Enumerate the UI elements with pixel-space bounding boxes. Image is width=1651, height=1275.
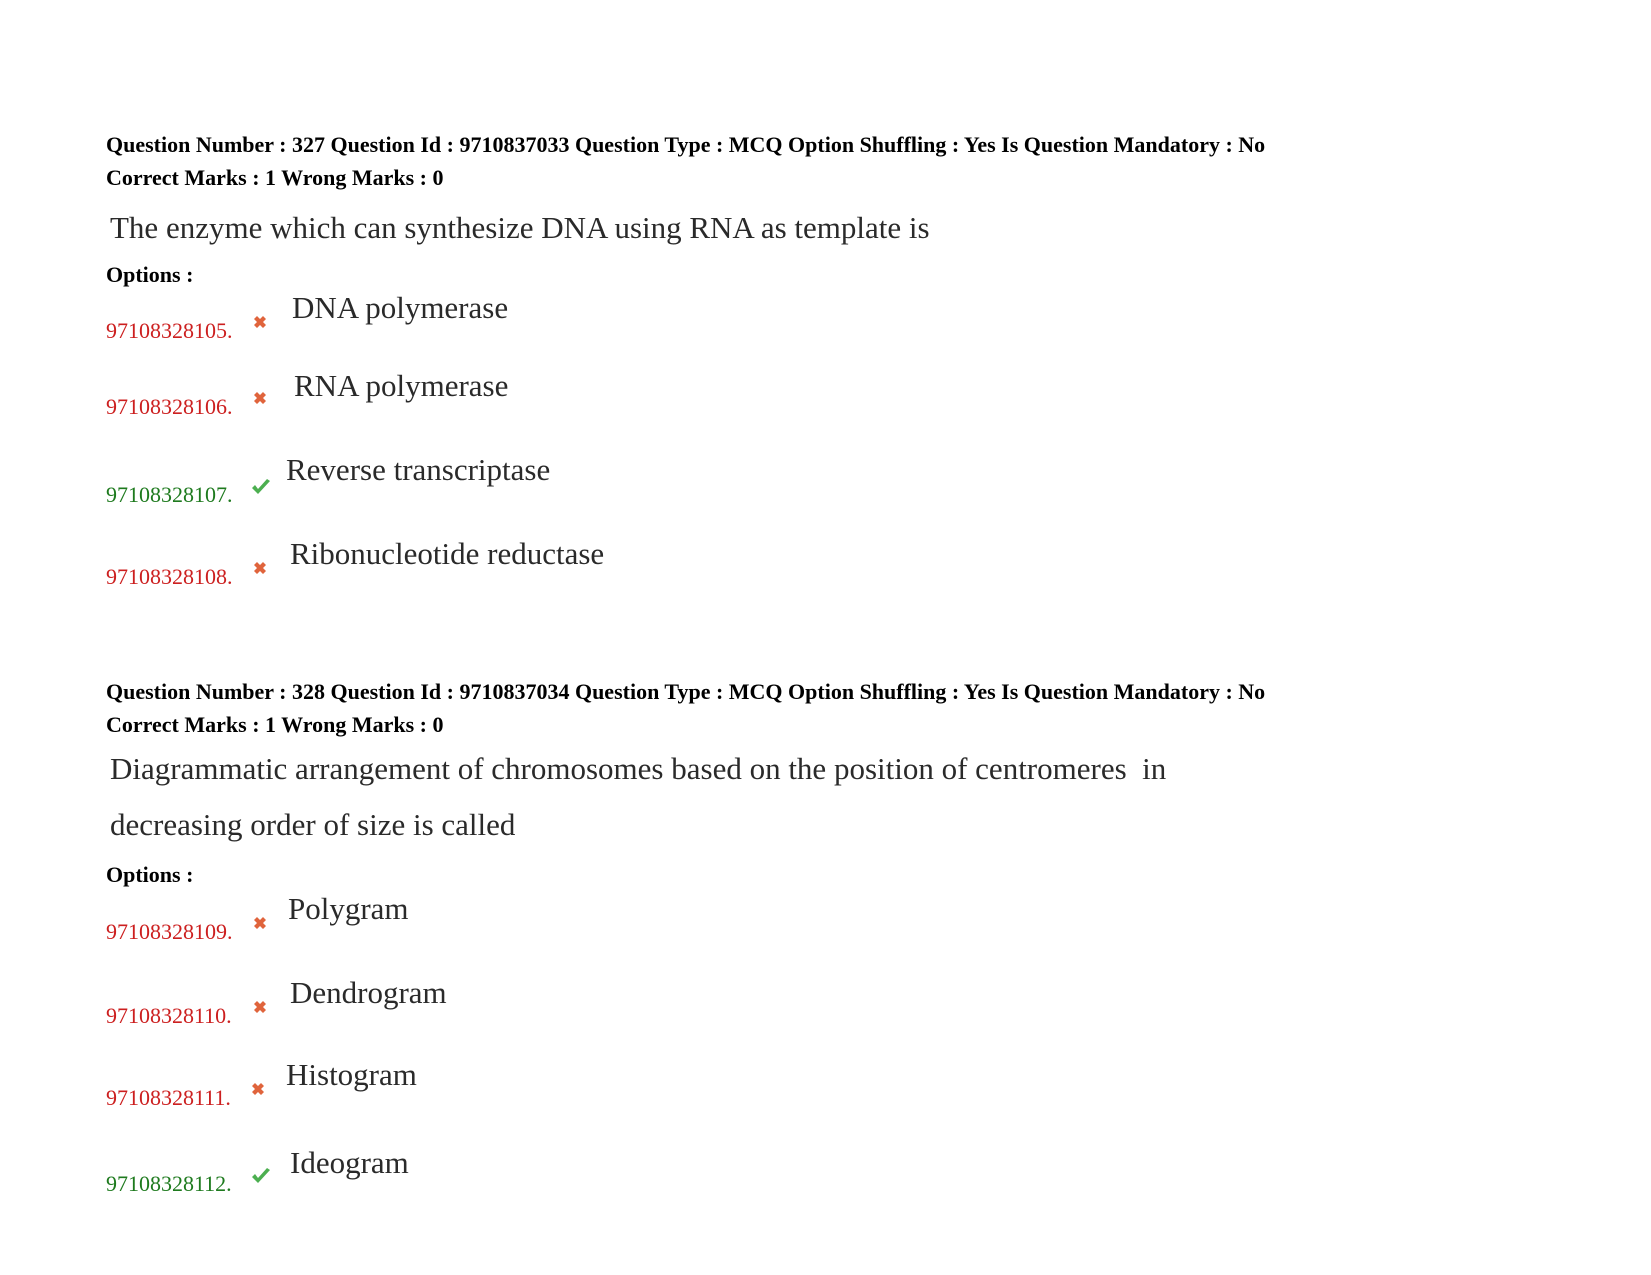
question-text: The enzyme which can synthesize DNA using RNA as template is (110, 210, 930, 245)
question-header: Question Number : 327 Question Id : 9710837033 Question Type : MCQ Option Shuffling : Yes Is Question Mandatory : No (106, 132, 1266, 157)
option-97108328112 (106, 1145, 1006, 1215)
option-text: RNA polymerase (294, 368, 509, 403)
option-id: 97108328106. (106, 394, 233, 419)
marks-line: Correct Marks : 1 Wrong Marks : 0 (106, 165, 444, 190)
option-text: Dendrogram (290, 975, 447, 1010)
option-text: DNA polymerase (292, 290, 509, 325)
option-text: Ribonucleotide reductase (290, 536, 605, 571)
option-97108328109 (106, 891, 1006, 959)
option-97108328108 (106, 536, 1006, 608)
question-header: Question Number : 328 Question Id : 9710837034 Question Type : MCQ Option Shuffling : Yes Is Question Mandatory : No (106, 679, 1266, 704)
option-id: 97108328105. (106, 318, 233, 343)
option-text: Reverse transcriptase (286, 452, 551, 487)
option-id: 97108328109. (106, 919, 233, 944)
option-id: 97108328108. (106, 564, 233, 589)
cross-icon (252, 560, 272, 580)
cross-icon (252, 915, 272, 935)
cross-icon (252, 999, 272, 1019)
option-97108328111 (106, 1057, 1006, 1127)
option-text: Histogram (286, 1057, 417, 1092)
options-label: Options : (106, 862, 194, 887)
check-icon (250, 1167, 270, 1187)
options-label: Options : (106, 262, 194, 287)
cross-icon (252, 390, 272, 410)
option-id: 97108328110. (106, 1003, 232, 1028)
option-id: 97108328112. (106, 1171, 232, 1196)
question-block-327 (106, 128, 1606, 628)
cross-icon (252, 314, 272, 334)
option-97108328106 (106, 368, 1006, 438)
option-id: 97108328111. (106, 1085, 231, 1110)
question-text-line-2: decreasing order of size is called (110, 807, 516, 842)
option-text: Polygram (288, 891, 409, 926)
option-text: Ideogram (290, 1145, 409, 1180)
question-text-line-1: Diagrammatic arrangement of chromosomes based on the position of centromeres in (110, 751, 1167, 786)
option-97108328107 (106, 452, 1006, 522)
question-block-328 (106, 675, 1606, 1235)
option-97108328105 (106, 290, 1006, 358)
option-97108328110 (106, 975, 1006, 1045)
marks-line: Correct Marks : 1 Wrong Marks : 0 (106, 712, 444, 737)
option-id: 97108328107. (106, 482, 233, 507)
cross-icon (250, 1081, 270, 1101)
check-icon (250, 478, 270, 498)
